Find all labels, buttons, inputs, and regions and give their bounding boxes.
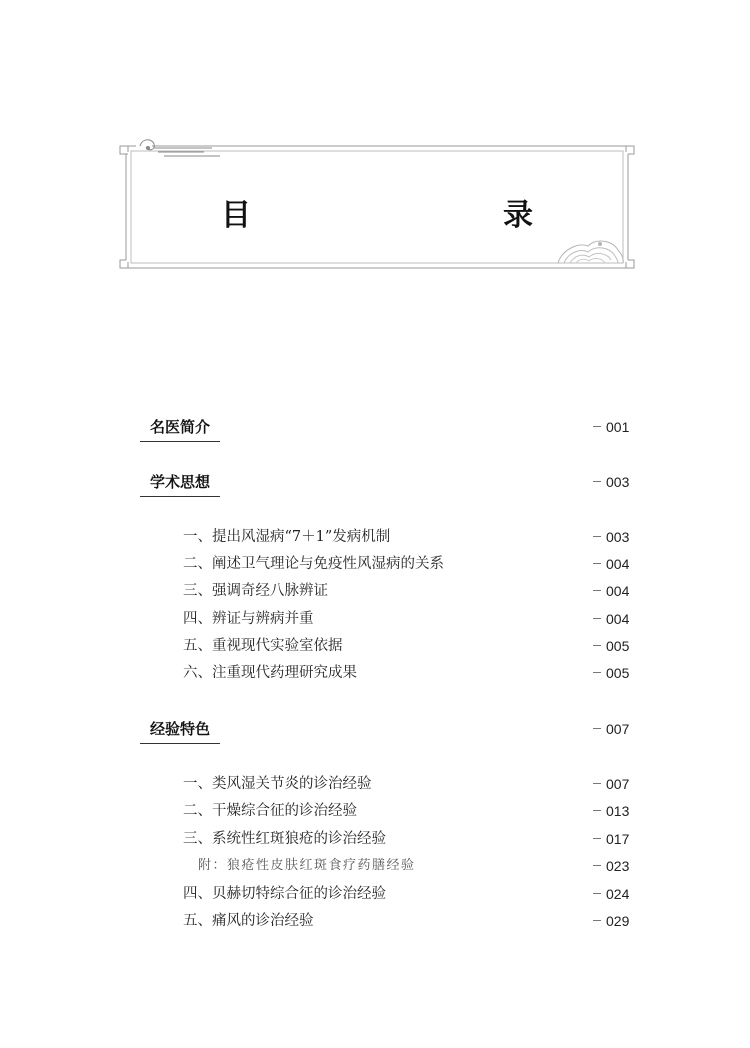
toc-subitem-row[interactable]	[0, 856, 750, 880]
page-number: 023	[606, 858, 630, 874]
toc-item-row[interactable]	[0, 554, 750, 578]
section-underline	[140, 743, 220, 744]
item-title: 三、强调奇经八脉辨证	[183, 583, 328, 599]
toc-section-row[interactable]	[0, 719, 750, 743]
item-title: 四、贝赫切特综合征的诊治经验	[183, 886, 386, 902]
page-number: 004	[606, 583, 630, 599]
leader-dash	[593, 645, 601, 646]
page-number: 007	[606, 721, 630, 737]
item-title: 五、重视现代实验室依据	[183, 638, 343, 654]
page-number: 024	[606, 886, 630, 902]
toc-item-row[interactable]	[0, 801, 750, 825]
item-title: 四、辨证与辨病并重	[183, 611, 314, 627]
toc-item-row[interactable]	[0, 581, 750, 605]
toc-item-row[interactable]	[0, 884, 750, 908]
section-title: 学术思想	[150, 473, 211, 491]
item-title: 六、注重现代药理研究成果	[183, 665, 357, 681]
subitem-title: 附：狼疮性皮肤红斑食疗药膳经验	[198, 858, 416, 873]
toc-item-row[interactable]	[0, 911, 750, 935]
leader-dash	[593, 536, 601, 537]
section-underline	[140, 496, 220, 497]
leader-dash	[593, 728, 601, 729]
page-number: 004	[606, 611, 630, 627]
leader-dash	[593, 920, 601, 921]
leader-dash	[593, 590, 601, 591]
toc-section-row[interactable]	[0, 417, 750, 441]
leader-dash	[593, 865, 601, 866]
section-title: 经验特色	[150, 720, 211, 738]
section-underline	[140, 441, 220, 442]
item-title: 一、提出风湿病“7＋1”发病机制	[183, 529, 391, 545]
leader-dash	[593, 810, 601, 811]
page-number: 005	[606, 638, 630, 654]
item-title: 二、阐述卫气理论与免疫性风湿病的关系	[183, 556, 444, 572]
page-number: 013	[606, 803, 630, 819]
toc-section-row[interactable]	[0, 472, 750, 496]
toc-item-row[interactable]	[0, 663, 750, 687]
leader-dash	[593, 783, 601, 784]
item-title: 五、痛风的诊治经验	[183, 913, 314, 929]
leader-dash	[593, 672, 601, 673]
leader-dash	[593, 563, 601, 564]
item-title: 二、干燥综合征的诊治经验	[183, 803, 357, 819]
leader-dash	[593, 426, 601, 427]
toc-item-row[interactable]	[0, 527, 750, 551]
page-number: 003	[606, 474, 630, 490]
page-number: 003	[606, 529, 630, 545]
page-number: 005	[606, 665, 630, 681]
page-number: 004	[606, 556, 630, 572]
page-number: 001	[606, 419, 630, 435]
leader-dash	[593, 893, 601, 894]
leader-dash	[593, 481, 601, 482]
leader-dash	[593, 618, 601, 619]
item-title: 三、系统性红斑狼疮的诊治经验	[183, 831, 386, 847]
leader-dash	[593, 838, 601, 839]
section-title: 名医简介	[150, 418, 211, 436]
toc-item-row[interactable]	[0, 609, 750, 633]
page-number: 029	[606, 913, 630, 929]
page-number: 007	[606, 776, 630, 792]
toc-item-row[interactable]	[0, 774, 750, 798]
page-number: 017	[606, 831, 630, 847]
toc-item-row[interactable]	[0, 829, 750, 853]
page-title: 目 录	[221, 198, 597, 233]
item-title: 一、类风湿关节炎的诊治经验	[183, 776, 372, 792]
toc-item-row[interactable]	[0, 636, 750, 660]
